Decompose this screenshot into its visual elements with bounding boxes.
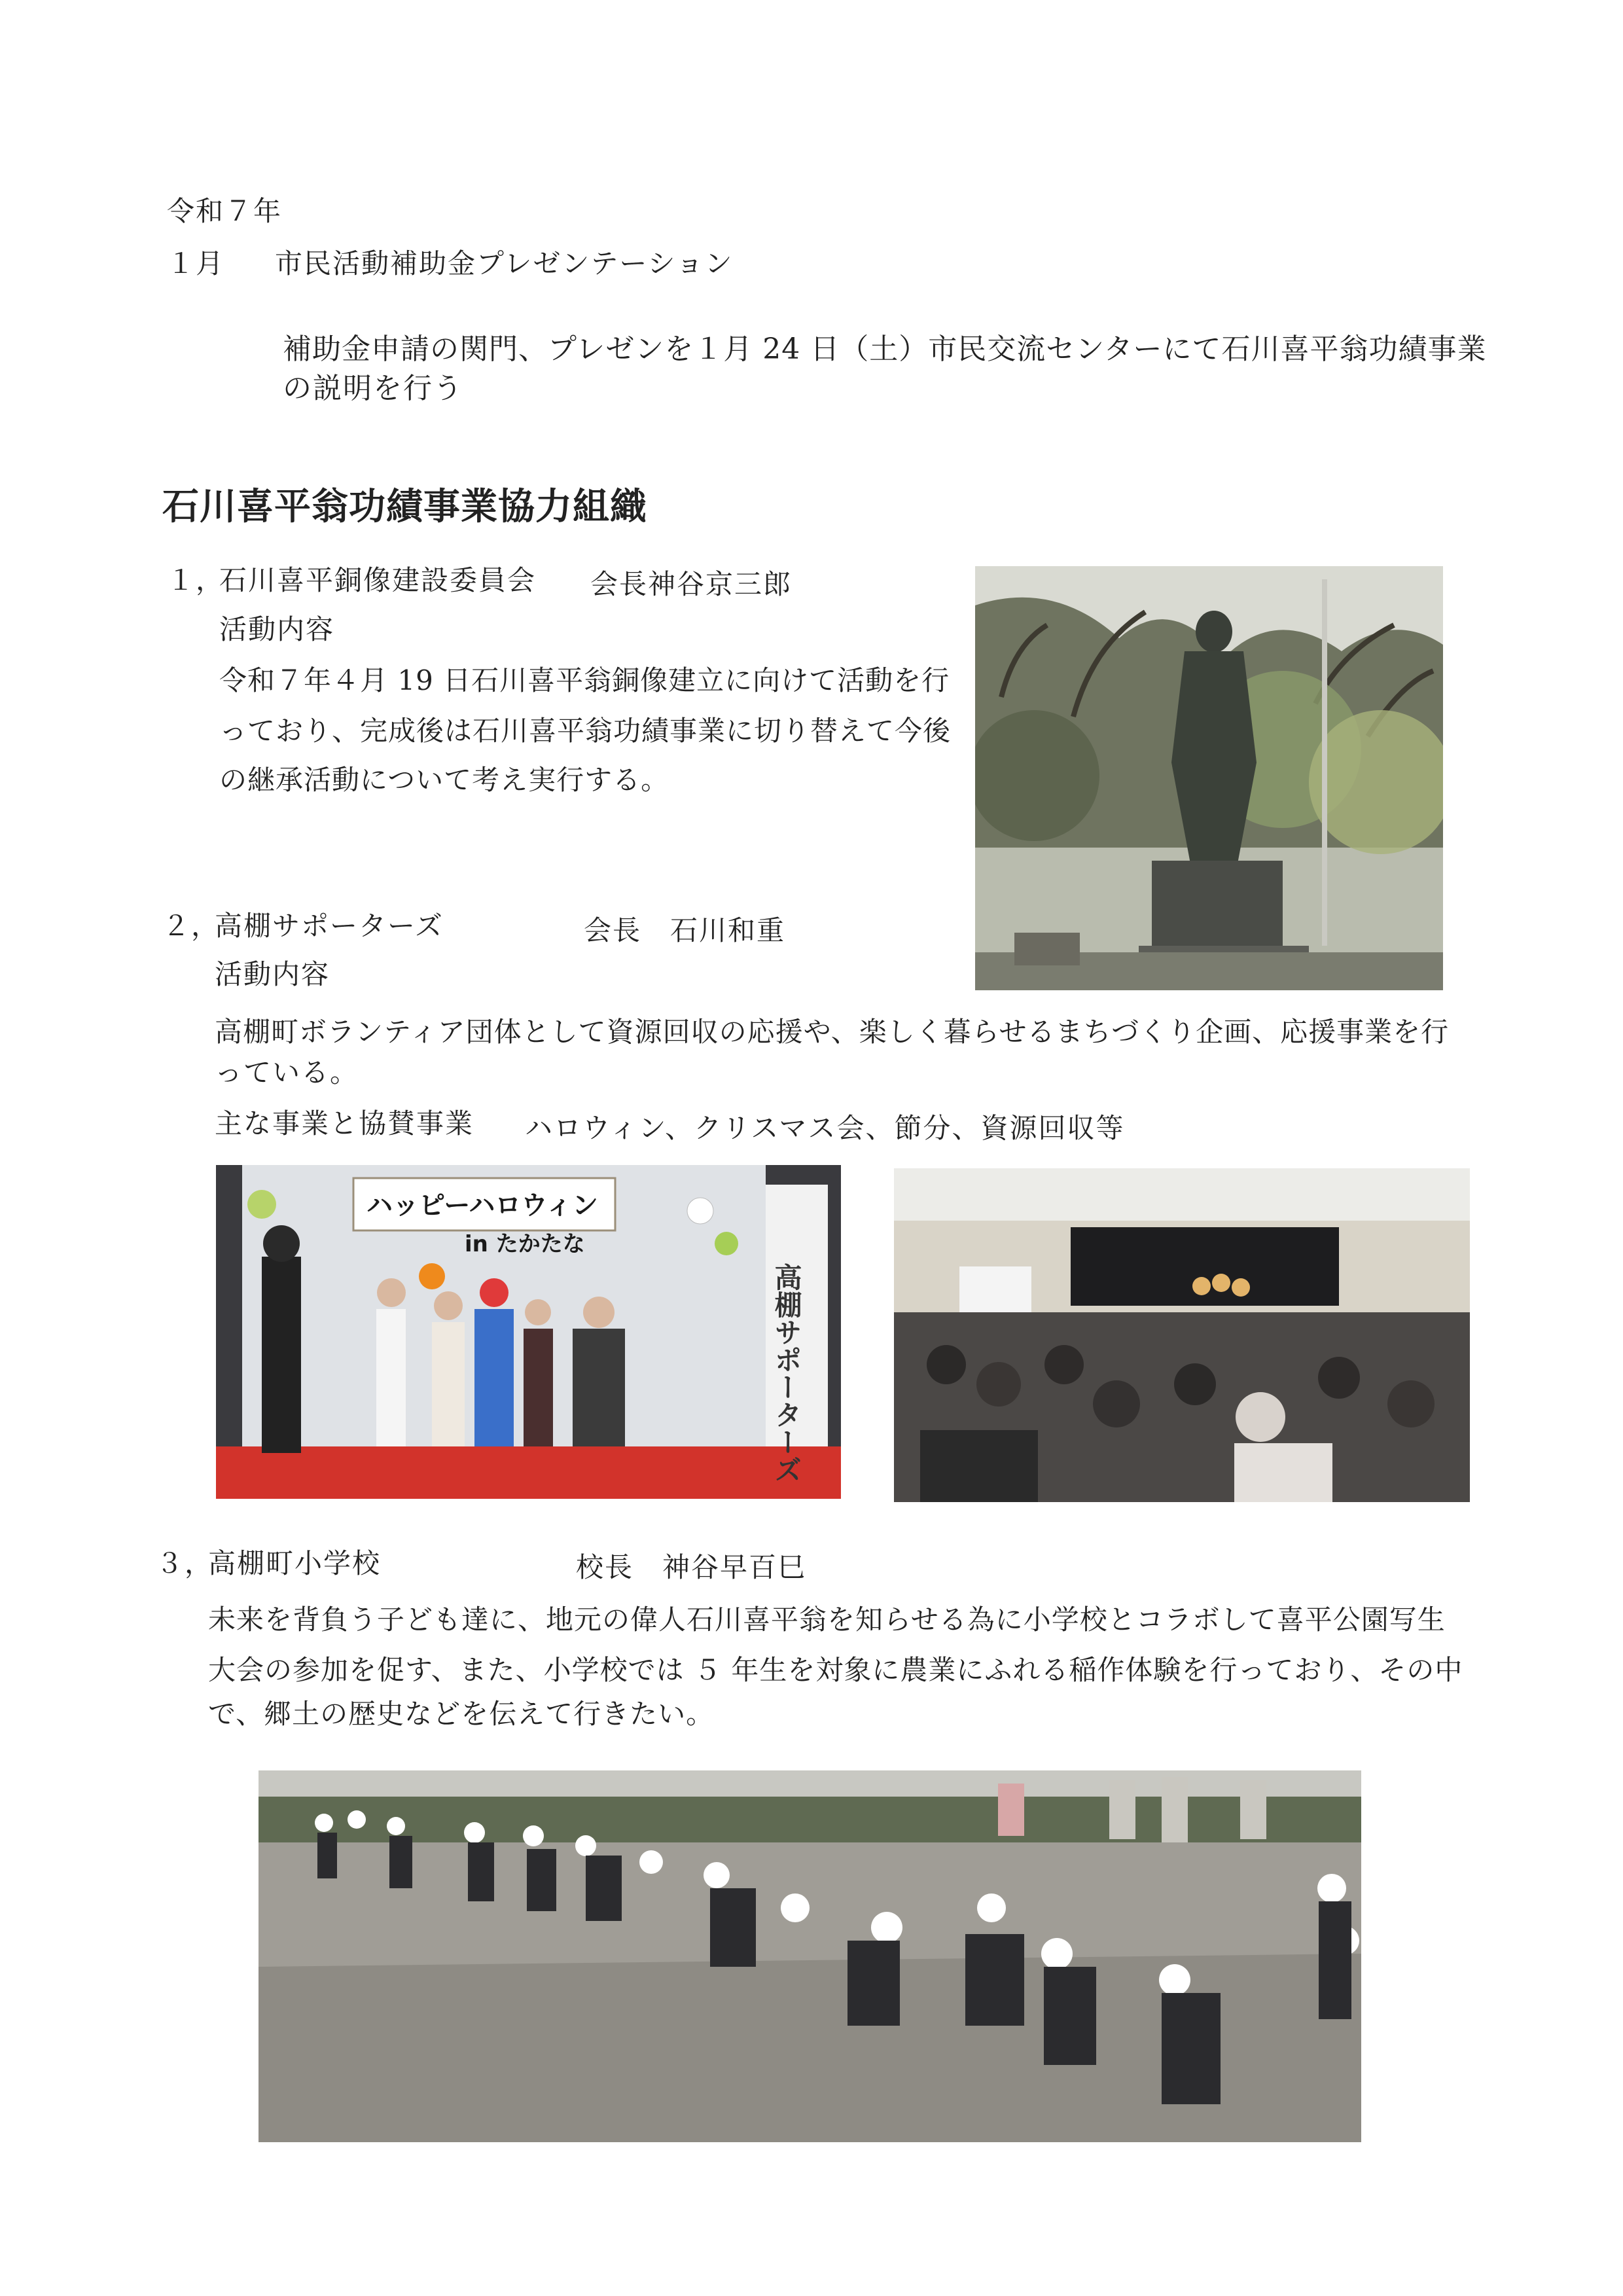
org2-line1: 高棚町ボランティア団体として資源回収の応援や、楽しく暮らせるまちづくり企画、応援事業を行 [215, 1016, 1450, 1048]
org1-number: １， [167, 564, 225, 596]
org1-line2: っており、完成後は石川喜平翁功績事業に切り替えて今後 [219, 715, 952, 747]
org1-leader: 会長神谷京三郎 [590, 568, 793, 600]
org1-name: 石川喜平銅像建設委員会 [219, 564, 537, 596]
rice-planting-photo [259, 1770, 1361, 2142]
org3-leader: 校長 神谷早百巳 [576, 1551, 807, 1583]
org3-line1: 未来を背負う子ども達に、地元の偉人石川喜平翁を知らせる為に小学校とコラボして喜平公園写生 [208, 1604, 1446, 1636]
org3-number: ３， [156, 1547, 214, 1579]
org3-line3: で、郷土の歴史などを伝えて行きたい。 [208, 1698, 715, 1730]
halloween-photo [216, 1165, 841, 1499]
statue-photo [975, 566, 1443, 990]
event-desc-line2: の説明を行う [283, 372, 463, 405]
org1-activity-label: 活動内容 [219, 613, 335, 645]
org2-number: ２， [162, 910, 221, 942]
org2-events: ハロウィン、クリスマス会、節分、資源回収等 [525, 1112, 1125, 1144]
org2-line2: っている。 [215, 1056, 359, 1088]
halloween-banner-subtext: in たかたな [465, 1231, 585, 1257]
org3-line2: 大会の参加を促す、また、小学校では ５ 年生を対象に農業にふれる稲作体験を行っており、その中 [208, 1654, 1463, 1686]
org1-line1: 令和７年４月 19 日石川喜平翁銅像建立に向けて活動を行 [219, 664, 950, 696]
event-desc-line1: 補助金申請の関門、プレゼンを１月 24 日（土）市民交流センターにて石川喜平翁功績事業 [283, 332, 1487, 366]
org2-events-label: 主な事業と協賛事業 [215, 1107, 474, 1139]
halloween-banner-text: ハッピーハロウィン [366, 1191, 598, 1221]
year-text: 令和７年 [167, 195, 283, 227]
org2-activity-label: 活動内容 [215, 958, 330, 990]
hall-event-photo [894, 1168, 1470, 1502]
org2-leader: 会長 石川和重 [584, 914, 786, 946]
org2-name: 高棚サポーターズ [215, 910, 444, 942]
event-title: 市民活動補助金プレゼンテーション [275, 247, 734, 279]
side-banner-text: 高棚サポーターズ [770, 1263, 803, 1483]
org3-name: 高棚町小学校 [208, 1547, 382, 1579]
org1-line3: の継承活動について考え実行する。 [219, 764, 669, 796]
section-title: 石川喜平翁功績事業協力組織 [162, 485, 647, 528]
month-text: １月 [167, 247, 225, 279]
